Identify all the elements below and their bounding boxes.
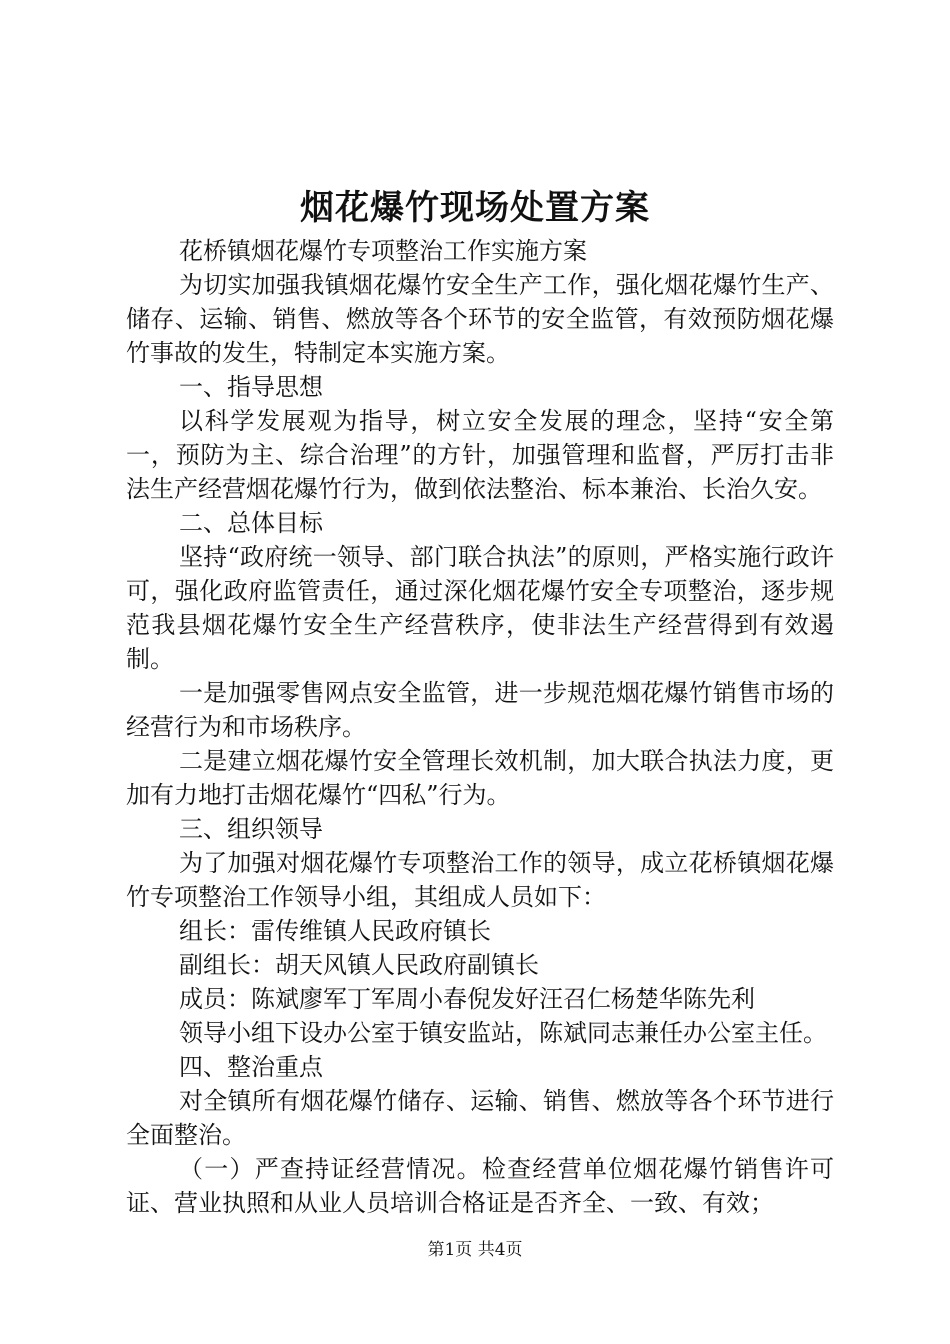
heading-key-points: 四、整治重点 bbox=[179, 1053, 323, 1081]
paragraph-deputy-leader: 副组长：胡天风镇人民政府副镇长 bbox=[179, 951, 539, 979]
paragraph-office: 领导小组下设办公室于镇安监站，陈斌同志兼任办公室主任。 bbox=[179, 1019, 827, 1047]
heading-overall-goal: 二、总体目标 bbox=[179, 509, 323, 537]
paragraph-group-leader: 组长：雷传维镇人民政府镇长 bbox=[179, 917, 491, 945]
heading-guiding-ideology: 一、指导思想 bbox=[179, 373, 323, 401]
paragraph-guiding-ideology: 以科学发展观为指导，树立安全发展的理念，坚持“安全第一，预防为主、综合治理”的方针，加强管理和监督，严厉打击非法生产经营烟花爆竹行为，做到依法整治、标本兼治、长治久安。 bbox=[126, 407, 834, 503]
paragraph-overall-goal: 坚持“政府统一领导、部门联合执法”的原则，严格实施行政许可，强化政府监管责任，通过深化烟花爆竹安全专项整治，逐步规范我县烟花爆竹安全生产经营秩序，使非法生产经营得到有效遏制。 bbox=[126, 543, 834, 673]
paragraph-goal-two: 二是建立烟花爆竹安全管理长效机制，加大联合执法力度，更加有力地打击烟花爆竹“四私”行为。 bbox=[126, 747, 834, 809]
paragraph-intro: 为切实加强我镇烟花爆竹安全生产工作，强化烟花爆竹生产、储存、运输、销售、燃放等各个环节的安全监管，有效预防烟花爆竹事故的发生，特制定本实施方案。 bbox=[126, 271, 834, 367]
heading-organization: 三、组织领导 bbox=[179, 815, 323, 843]
paragraph-key-points: 对全镇所有烟花爆竹储存、运输、销售、燃放等各个环节进行全面整治。 bbox=[126, 1087, 834, 1149]
page-number: 第1页 共4页 bbox=[427, 1240, 523, 1260]
document-title: 烟花爆竹现场处置方案 bbox=[300, 188, 650, 228]
paragraph-organization: 为了加强对烟花爆竹专项整治工作的领导，成立花桥镇烟花爆竹专项整治工作领导小组，其组成人员如下： bbox=[126, 849, 834, 911]
document-body bbox=[126, 234, 834, 1220]
paragraph-members: 成员：陈斌廖军丁军周小春倪发好汪召仁杨楚华陈先利 bbox=[179, 985, 755, 1013]
paragraph-subtitle: 花桥镇烟花爆竹专项整治工作实施方案 bbox=[179, 237, 587, 265]
paragraph-goal-one: 一是加强零售网点安全监管，进一步规范烟花爆竹销售市场的经营行为和市场秩序。 bbox=[126, 679, 834, 741]
paragraph-license-check: （一）严查持证经营情况。检查经营单位烟花爆竹销售许可证、营业执照和从业人员培训合格证是否齐全、一致、有效； bbox=[126, 1155, 834, 1217]
